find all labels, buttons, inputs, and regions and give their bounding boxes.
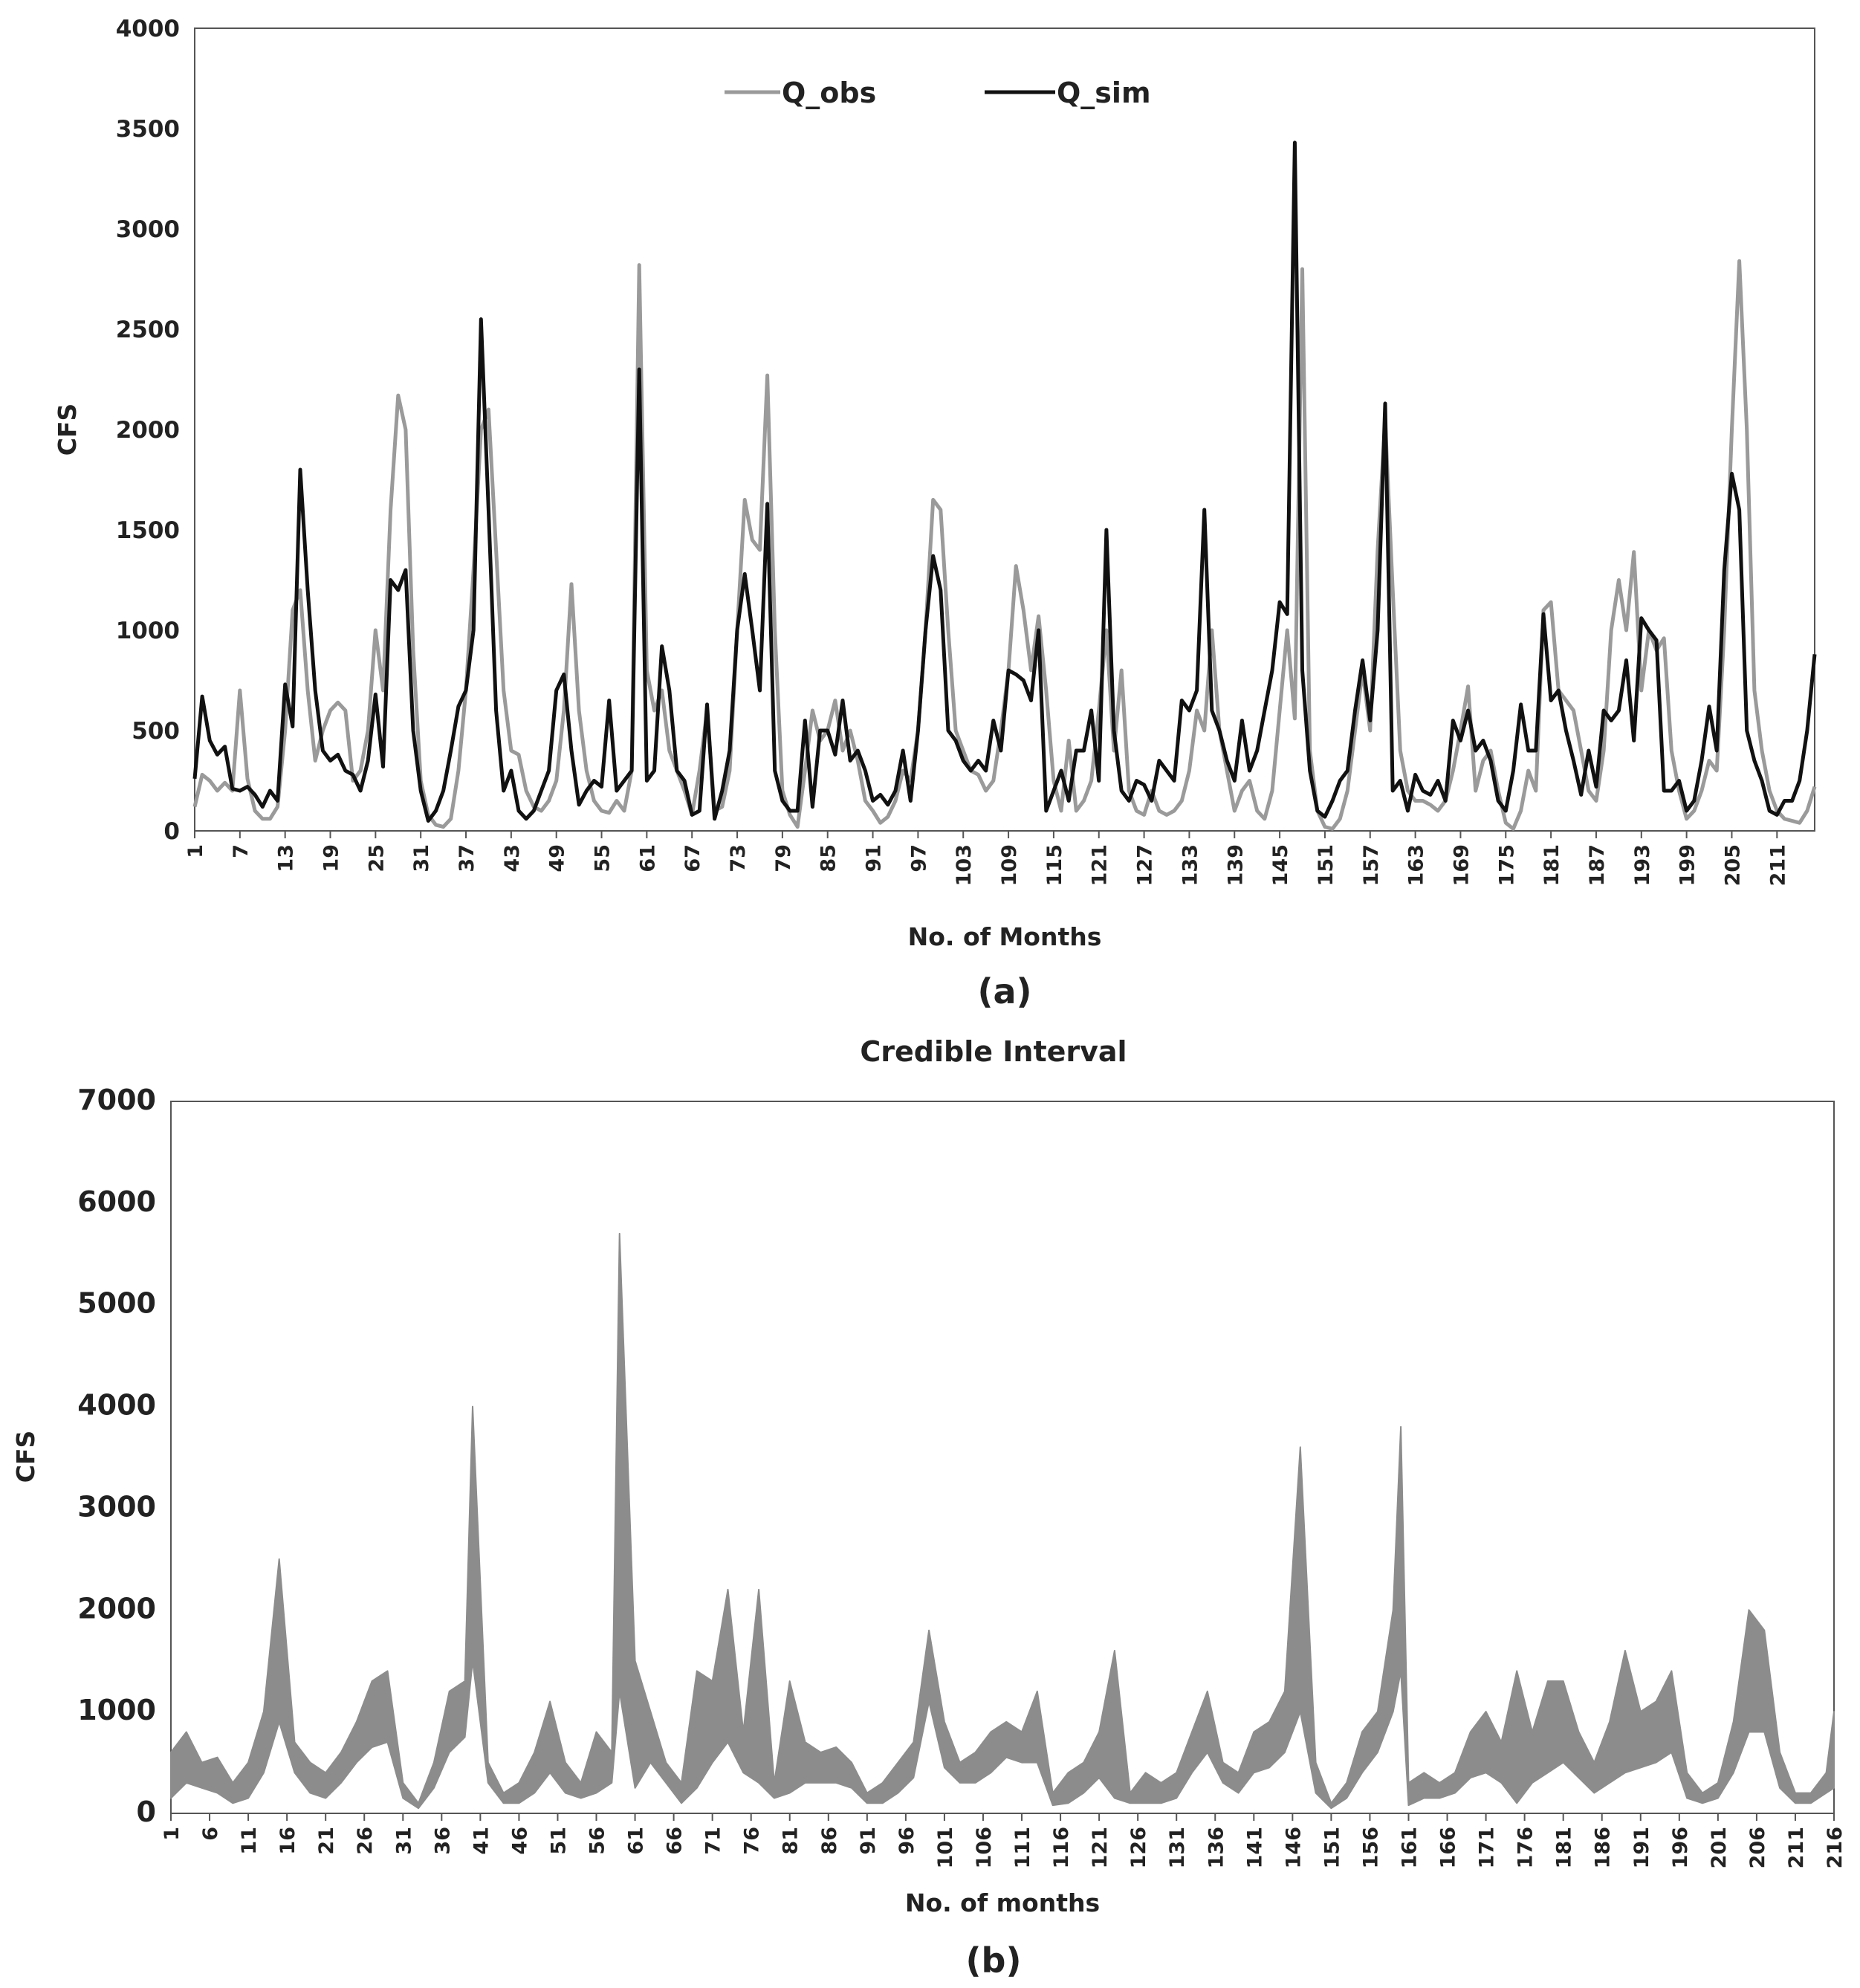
panel-a-x-tick-label: 133: [1179, 844, 1202, 887]
panel-b-x-tick-label: 41: [470, 1827, 493, 1855]
panel-a-x-axis: [184, 831, 1789, 886]
panel-b-x-tick-label: 46: [508, 1827, 532, 1855]
panel-b-x-tick-label: 96: [895, 1827, 918, 1855]
panel-a-x-tick-label: 109: [998, 844, 1022, 887]
panel-a-x-tick-label: 85: [817, 844, 840, 872]
panel-a-legend: [725, 77, 1151, 109]
panel-b-plot-area: [171, 1101, 1834, 1813]
panel-b: [11, 1035, 1847, 1981]
panel-a-x-axis-label: No. of Months: [907, 922, 1102, 951]
panel-b-y-tick-label: 7000: [77, 1084, 156, 1116]
panel-b-x-tick-label: 146: [1282, 1827, 1306, 1869]
panel-b-x-tick-label: 131: [1166, 1827, 1190, 1869]
panel-a-x-tick-label: 31: [410, 844, 434, 872]
panel-b-x-tick-label: 141: [1243, 1827, 1267, 1869]
panel-a-x-tick-label: 43: [500, 844, 524, 872]
panel-b-x-tick-label: 166: [1436, 1827, 1460, 1869]
panel-b-label: (b): [965, 1940, 1022, 1981]
panel-b-y-tick-label: 0: [136, 1796, 156, 1828]
legend-label-q-sim: Q_sim: [1057, 77, 1151, 109]
panel-a-x-tick-label: 1: [184, 844, 207, 858]
panel-a-x-tick-label: 121: [1088, 844, 1112, 887]
panel-b-x-tick-label: 161: [1398, 1827, 1422, 1869]
panel-b-x-tick-label: 86: [817, 1827, 841, 1855]
panel-a-y-tick-label: 4000: [115, 16, 180, 42]
panel-a-x-tick-label: 205: [1721, 844, 1745, 887]
panel-a-x-tick-label: 7: [229, 844, 253, 858]
panel-a-x-tick-label: 151: [1314, 844, 1338, 887]
panel-b-x-tick-label: 66: [663, 1827, 687, 1855]
panel-b-x-tick-label: 26: [354, 1827, 377, 1855]
panel-b-x-tick-label: 216: [1824, 1827, 1847, 1869]
panel-a-x-tick-label: 13: [274, 844, 298, 872]
panel-a-x-tick-label: 103: [953, 844, 976, 887]
series-q-sim-line: [195, 143, 1815, 821]
panel-b-x-tick-label: 126: [1127, 1827, 1151, 1869]
panel-b-y-axis-label: CFS: [11, 1430, 40, 1483]
panel-b-x-tick-label: 106: [972, 1827, 996, 1869]
panel-b-x-tick-label: 81: [779, 1827, 803, 1855]
panel-b-x-tick-label: 111: [1011, 1827, 1035, 1869]
panel-a-y-tick-label: 1000: [115, 618, 180, 644]
panel-a-x-tick-label: 139: [1224, 844, 1248, 887]
panel-b-x-tick-label: 71: [701, 1827, 725, 1855]
panel-a-x-tick-label: 91: [862, 844, 886, 872]
panel-a-y-tick-label: 0: [163, 818, 180, 845]
panel-b-x-axis-label: No. of months: [904, 1888, 1101, 1917]
panel-b-title: Credible Interval: [860, 1035, 1127, 1068]
panel-b-x-tick-label: 116: [1050, 1827, 1074, 1869]
panel-b-x-tick-label: 201: [1707, 1827, 1731, 1869]
series-q-obs-line: [195, 261, 1815, 829]
panel-b-y-tick-label: 1000: [77, 1694, 156, 1727]
panel-b-x-tick-label: 1: [161, 1827, 184, 1841]
panel-a-x-tick-label: 25: [365, 844, 389, 872]
panel-b-x-tick-label: 196: [1668, 1827, 1692, 1869]
panel-b-x-tick-label: 11: [238, 1827, 262, 1855]
panel-a-x-tick-label: 115: [1043, 844, 1066, 887]
panel-b-x-tick-label: 191: [1630, 1827, 1653, 1869]
panel-b-x-axis: [161, 1813, 1847, 1868]
panel-b-x-tick-label: 21: [315, 1827, 339, 1855]
panel-b-x-tick-label: 186: [1591, 1827, 1615, 1869]
panel-b-x-tick-label: 51: [547, 1827, 571, 1855]
panel-a-x-tick-label: 79: [771, 844, 795, 872]
panel-b-y-axis: [77, 1084, 156, 1828]
panel-a-y-tick-label: 3500: [115, 116, 180, 143]
panel-a-y-tick-label: 3000: [115, 216, 180, 243]
panel-a-x-tick-label: 19: [320, 844, 343, 872]
panel-a-y-tick-label: 1500: [115, 517, 180, 544]
panel-b-x-tick-label: 151: [1321, 1827, 1344, 1869]
panel-a-y-tick-label: 2000: [115, 417, 180, 444]
panel-a-y-axis: [116, 16, 180, 845]
panel-b-x-tick-label: 136: [1205, 1827, 1228, 1869]
panel-b-x-tick-label: 76: [740, 1827, 764, 1855]
panel-a-series: [195, 143, 1815, 829]
panel-a-x-tick-label: 49: [545, 844, 569, 872]
panel-a-x-tick-label: 67: [681, 844, 705, 872]
panel-a-x-tick-label: 187: [1585, 844, 1609, 887]
panel-a-x-tick-label: 163: [1404, 844, 1428, 887]
panel-b-x-tick-label: 156: [1359, 1827, 1383, 1869]
panel-a-label: (a): [977, 971, 1032, 1011]
panel-a-x-tick-label: 193: [1630, 844, 1654, 887]
panel-a-y-tick-label: 2500: [115, 317, 180, 343]
panel-b-y-tick-label: 5000: [77, 1286, 156, 1320]
panel-b-x-tick-label: 171: [1475, 1827, 1499, 1869]
panel-b-x-tick-label: 121: [1089, 1827, 1112, 1869]
panel-a-x-tick-label: 127: [1133, 844, 1157, 887]
panel-a-x-tick-label: 169: [1450, 844, 1474, 887]
panel-a-x-tick-label: 175: [1495, 844, 1519, 887]
legend-label-q-obs: Q_obs: [782, 77, 877, 109]
panel-a-y-axis-label: CFS: [53, 403, 82, 456]
panel-b-x-tick-label: 61: [624, 1827, 648, 1855]
panel-a-x-tick-label: 73: [727, 844, 751, 872]
panel-a: [53, 16, 1815, 1011]
panel-a-x-tick-label: 181: [1540, 844, 1564, 887]
panel-b-x-tick-label: 16: [276, 1827, 300, 1855]
panel-a-x-tick-label: 211: [1766, 844, 1790, 887]
panel-b-y-tick-label: 3000: [77, 1490, 156, 1524]
panel-b-y-tick-label: 2000: [77, 1592, 156, 1625]
panel-a-x-tick-label: 199: [1676, 844, 1699, 887]
panel-b-x-tick-label: 181: [1552, 1827, 1576, 1869]
panel-b-x-tick-label: 91: [856, 1827, 880, 1855]
panel-a-x-tick-label: 61: [636, 844, 660, 872]
panel-a-x-tick-label: 145: [1269, 844, 1293, 887]
panel-b-x-tick-label: 31: [392, 1827, 416, 1855]
panel-b-x-tick-label: 206: [1746, 1827, 1769, 1869]
panel-a-y-tick-label: 500: [132, 718, 180, 745]
panel-b-series: [171, 1234, 1834, 1808]
panel-b-x-tick-label: 211: [1784, 1827, 1808, 1869]
panel-a-x-tick-label: 55: [591, 844, 615, 872]
panel-b-y-tick-label: 6000: [77, 1185, 156, 1218]
panel-b-x-tick-label: 56: [586, 1827, 609, 1855]
panel-b-x-tick-label: 101: [933, 1827, 957, 1869]
panel-b-y-tick-label: 4000: [77, 1388, 156, 1422]
panel-b-x-tick-label: 36: [431, 1827, 455, 1855]
panel-b-x-tick-label: 6: [199, 1827, 223, 1841]
panel-a-x-tick-label: 97: [907, 844, 931, 872]
panel-b-x-tick-label: 176: [1514, 1827, 1537, 1869]
credible-interval-band: [171, 1234, 1834, 1808]
panel-a-x-tick-label: 157: [1359, 844, 1383, 887]
panel-a-x-tick-label: 37: [456, 844, 479, 872]
